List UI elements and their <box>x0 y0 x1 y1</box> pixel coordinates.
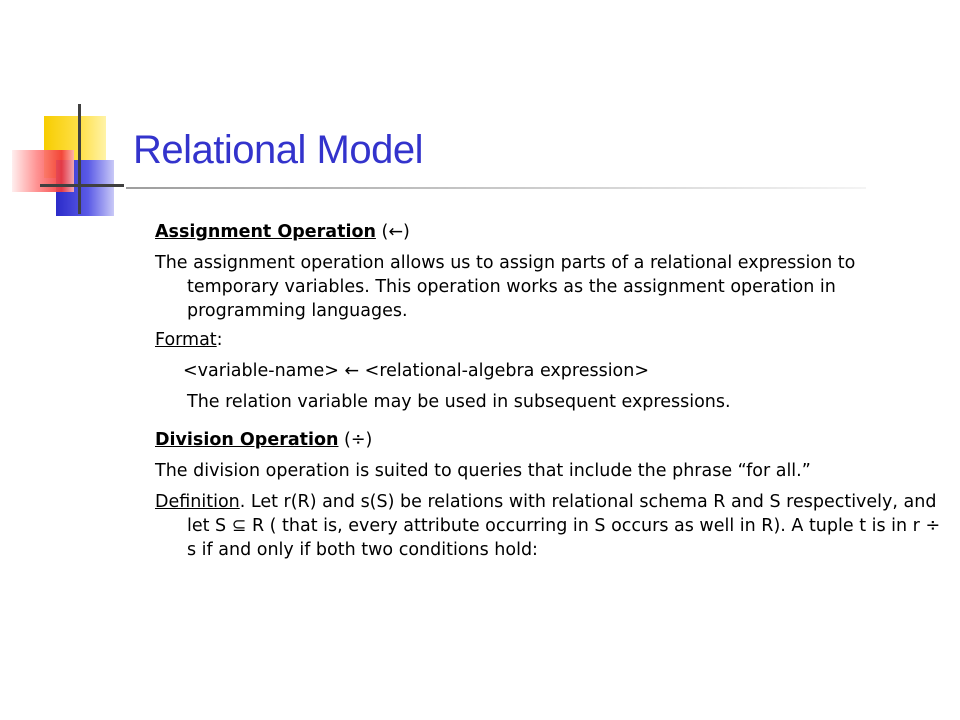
decorative-horizontal-line <box>40 184 124 187</box>
division-description: The division operation is suited to queries that include the phrase “for all.” <box>155 461 811 481</box>
left-arrow-icon: ← <box>388 222 403 242</box>
division-heading-line <box>155 428 950 452</box>
format-line <box>155 328 950 352</box>
definition-label: Definition <box>155 492 240 512</box>
assignment-heading: Assignment Operation <box>155 222 376 242</box>
assignment-note: The relation variable may be used in subsequent expressions. <box>187 392 731 412</box>
definition-text: . Let r(R) and s(S) be relations with relational schema R and S respectively, and let S ⊆ R ( that is, every attribute occurring in S occurs as well in R). A tuple t is in r ÷ s if and only if both two conditions hold: <box>187 492 941 560</box>
slide-body <box>155 220 950 562</box>
decorative-vertical-line <box>78 104 81 214</box>
title-underline-rule <box>126 187 866 189</box>
assignment-description: The assignment operation allows us to assign parts of a relational expression to temporary variables. This operation works as the assignment operation in programming languages. <box>155 253 856 321</box>
division-symbol-close: ) <box>365 430 373 450</box>
division-sign-icon: ÷ <box>350 430 366 450</box>
format-expression: <variable-name> ← <relational-algebra expression> <box>183 361 650 381</box>
slide-title: Relational Model <box>133 128 423 172</box>
assignment-symbol-open: ( <box>375 222 389 242</box>
format-colon: : <box>216 330 223 350</box>
division-definition <box>155 490 950 562</box>
format-label: Format <box>155 330 217 350</box>
division-symbol-open: ( <box>338 430 351 450</box>
assignment-heading-line <box>155 220 950 244</box>
division-heading: Division Operation <box>155 430 339 450</box>
assignment-symbol-close: ) <box>403 222 410 242</box>
